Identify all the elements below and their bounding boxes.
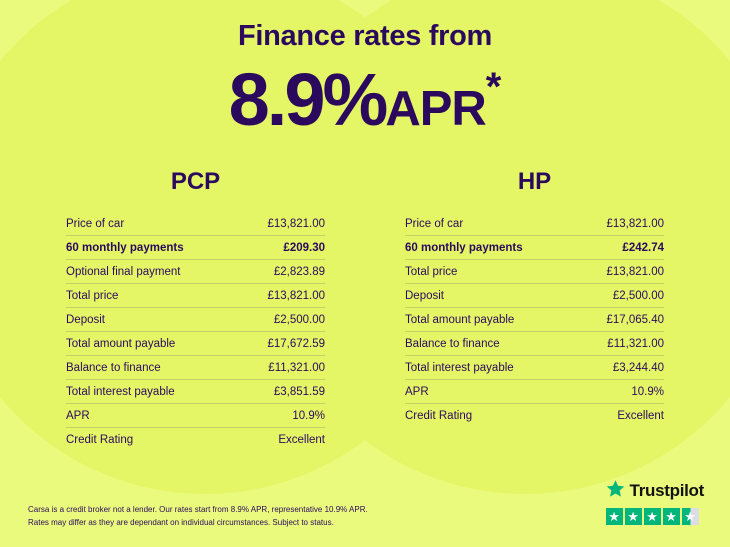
table-row [405,284,664,308]
row-label: Price of car [66,217,125,230]
finance-comparison [0,168,730,451]
row-label: Credit Rating [405,409,473,422]
finance-column-pcp [26,168,365,451]
row-label: Deposit [405,289,444,302]
row-label: 60 monthly payments [66,241,184,254]
row-label: Credit Rating [66,433,134,446]
table-row [405,212,664,236]
row-value: £3,244.40 [612,361,664,374]
star-icon [644,508,661,525]
table-row [405,404,664,427]
disclaimer-line-1: Carsa is a credit broker not a lender. Our rates start from 8.9% APR, representative 10.9% APR. [28,505,368,514]
row-value: £2,500.00 [273,313,325,326]
table-row [405,260,664,284]
column-title-hp: HP [517,168,552,195]
table-row [405,332,664,356]
table-row [66,284,325,308]
row-value: 10.9% [631,385,664,398]
row-label: Total amount payable [66,337,176,350]
row-label: Deposit [66,313,105,326]
row-value: Excellent [617,409,664,422]
trustpilot-rating [606,479,704,525]
star-icon-half [682,508,699,525]
rate-asterisk: * [485,65,502,109]
rate-display [0,57,730,142]
star-glyph: ★ [665,509,677,524]
table-row [66,404,325,428]
disclaimer [28,503,368,529]
row-value: 10.9% [292,409,325,422]
trustpilot-star-icon [606,479,625,503]
row-value: £3,851.59 [273,385,325,398]
row-label: Total interest payable [66,385,175,398]
finance-column-hp [365,168,704,451]
table-row [405,380,664,404]
row-label: Total amount payable [405,313,515,326]
rate-number: 8.9% [228,58,386,141]
row-label: Balance to finance [66,361,161,374]
star-glyph: ★ [627,509,639,524]
row-label: Total price [405,265,458,278]
row-label: Total interest payable [405,361,514,374]
table-row [405,308,664,332]
page-title: Finance rates from [237,20,493,52]
row-value: £209.30 [283,241,325,254]
disclaimer-line-2: Rates may differ as they are dependant on individual circumstances. Subject to status. [28,518,334,527]
row-label: Balance to finance [405,337,500,350]
column-title-pcp: PCP [170,168,221,195]
row-label: APR [405,385,429,398]
table-row [66,332,325,356]
table-row [66,380,325,404]
table-row [66,260,325,284]
row-value: £11,321.00 [268,361,325,374]
table-row [405,236,664,260]
row-value: £2,500.00 [612,289,664,302]
trustpilot-wordmark: Trustpilot [629,481,704,500]
row-label: Optional final payment [66,265,181,278]
row-value: £11,321.00 [607,337,664,350]
row-label: Total price [66,289,119,302]
star-icon [625,508,642,525]
trustpilot-logo [606,479,704,503]
star-icon [663,508,680,525]
row-value: £17,065.40 [606,313,664,326]
table-row [66,212,325,236]
table-row [66,356,325,380]
row-label: 60 monthly payments [405,241,523,254]
row-value: £2,823.89 [273,265,325,278]
row-value: £13,821.00 [267,217,325,230]
row-label: Price of car [405,217,464,230]
rate-unit: APR [385,82,486,136]
row-label: APR [66,409,90,422]
star-glyph: ★ [684,509,696,524]
star-glyph: ★ [608,509,620,524]
star-glyph: ★ [646,509,658,524]
row-value: £13,821.00 [606,265,664,278]
row-value: £242.74 [622,241,664,254]
row-value: Excellent [278,433,325,446]
table-row [405,356,664,380]
star-icon [606,508,623,525]
row-value: £13,821.00 [267,289,325,302]
table-row [66,428,325,451]
row-value: £17,672.59 [267,337,325,350]
table-row [66,236,325,260]
row-value: £13,821.00 [606,217,664,230]
table-row [66,308,325,332]
trustpilot-stars [606,508,704,525]
